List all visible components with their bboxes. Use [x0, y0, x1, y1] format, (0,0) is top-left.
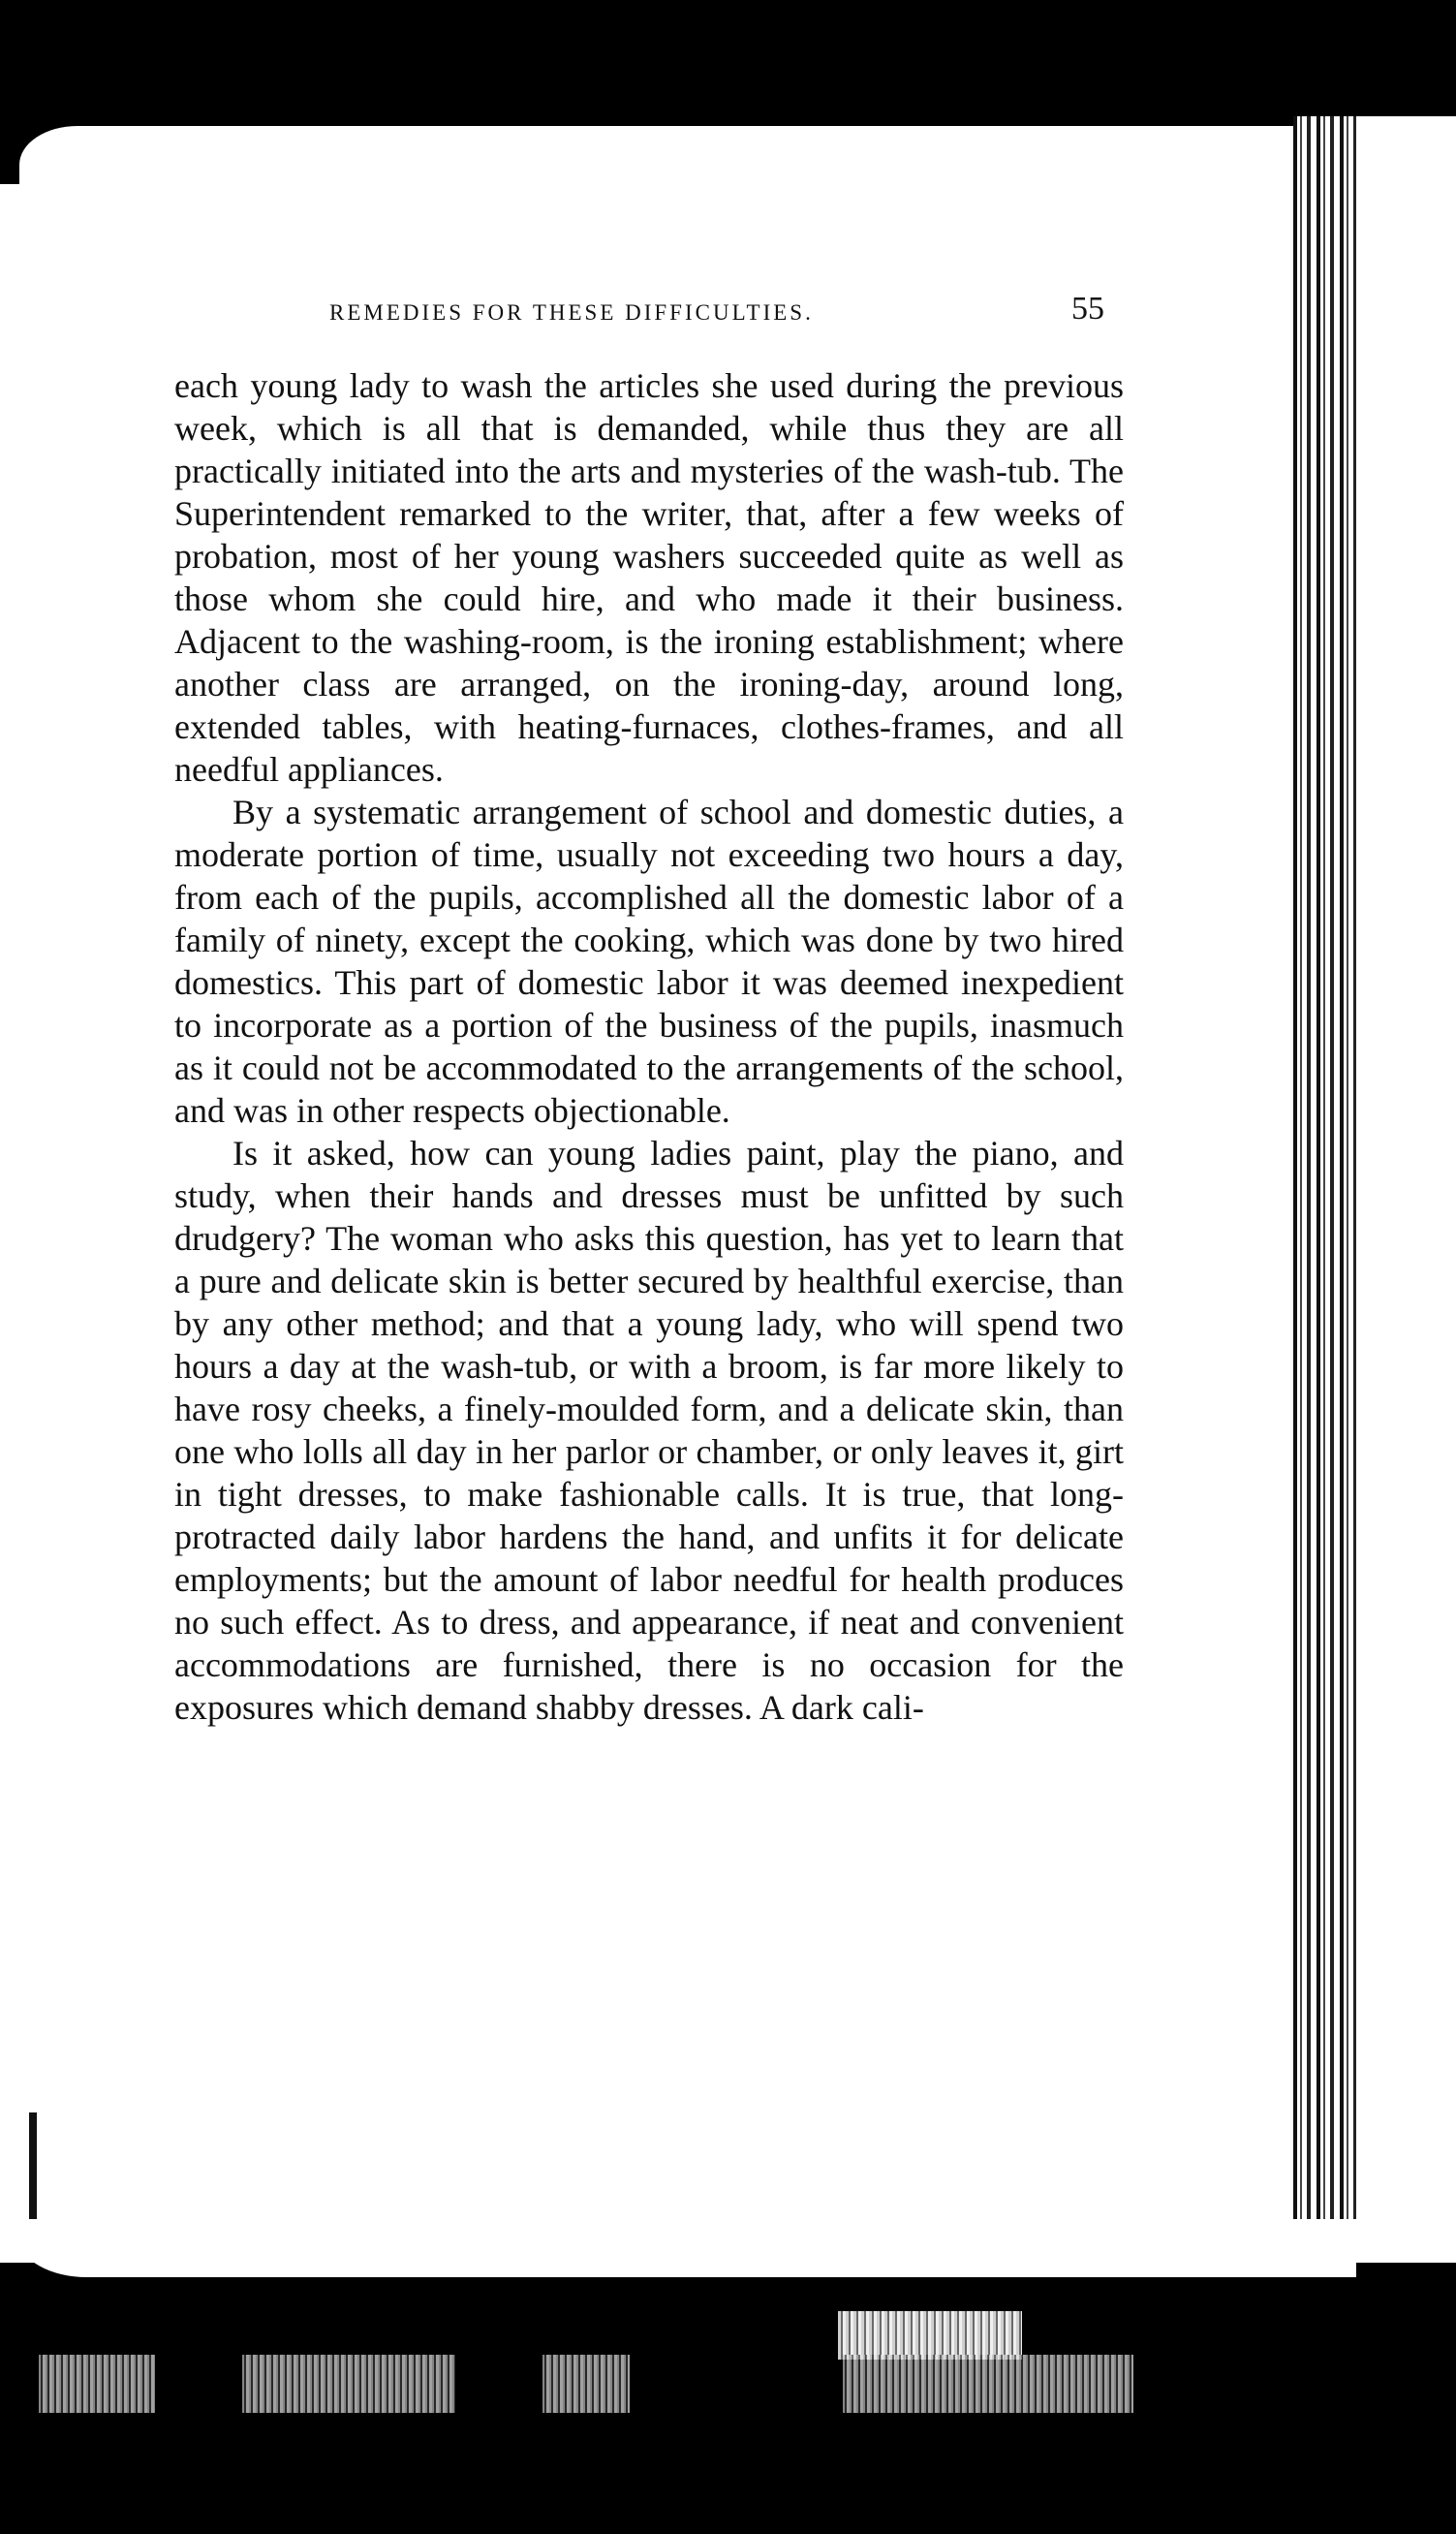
paragraph: Is it asked, how can young ladies paint, play the piano, and study, when their hands and dresses must be unfitted by such drudgery? The woman who asks this question, has yet to learn that a pure and delicate skin is better secured by healthful exercise, than by any other method; and that a young lady, who will spend two hours a day at the wash-tub, or with a broom, is far more likely to have rosy cheeks, a finely-moulded form, and a delicate skin, than one who lolls all day in her parlor or chamber, or only leaves it, girt in tight dresses, to make fashionable calls. It is true, that long-protracted daily labor hardens the hand, and unfits it for delicate employments; but the amount of labor needful for health produces no such effect. As to dress, and appearance, if neat and convenient accommodations are furnished, there is no occasion for the exposures which demand shabby dresses. A dark cali-	[174, 1134, 1124, 1727]
running-head: REMEDIES FOR THESE DIFFICULTIES.	[329, 300, 814, 325]
scan-noise	[242, 2355, 455, 2413]
scan-noise	[838, 2311, 1022, 2360]
scan-border-bottom	[0, 2263, 1456, 2534]
paragraph: each young lady to wash the articles she used during the previous week, which is all that is demanded, while thus they are all practically initiated into the arts and mysteries of the wash-tub. The Superintendent remarked to the writer, that, after a few weeks of probation, most of her young washers succeeded quite as well as those whom she could hire, and who made it their business. Adjacent to the washing-room, is the ironing establishment; where another class are arranged, on the ironing-day, around long, extended tables, with heating-furnaces, clothes-frames, and all needful appliances.	[174, 366, 1124, 789]
scan-margin-right	[1356, 116, 1456, 2282]
binding-mark	[29, 2112, 37, 2229]
scan-noise	[843, 2355, 1133, 2413]
scan-noise	[542, 2355, 630, 2413]
page-top-edge	[19, 126, 1356, 213]
page-header	[174, 291, 1124, 349]
page-bottom-edge	[19, 2219, 1356, 2277]
paragraph: By a systematic arrangement of school and domestic duties, a moderate portion of time, usually not exceeding two hours a day, from each of the pupils, accomplished all the domestic labor of a family of ninety, except the cooking, which was done by two hired domestics. This part of domestic labor it was deemed inexpedient to incorporate as a portion of the business of the pupils, inasmuch as it could not be accommodated to the arrangements of the school, and was in other respects objectionable.	[174, 793, 1124, 1130]
book-page	[174, 291, 1124, 1729]
page-number: 55	[1071, 291, 1104, 327]
scan-noise	[39, 2355, 155, 2413]
